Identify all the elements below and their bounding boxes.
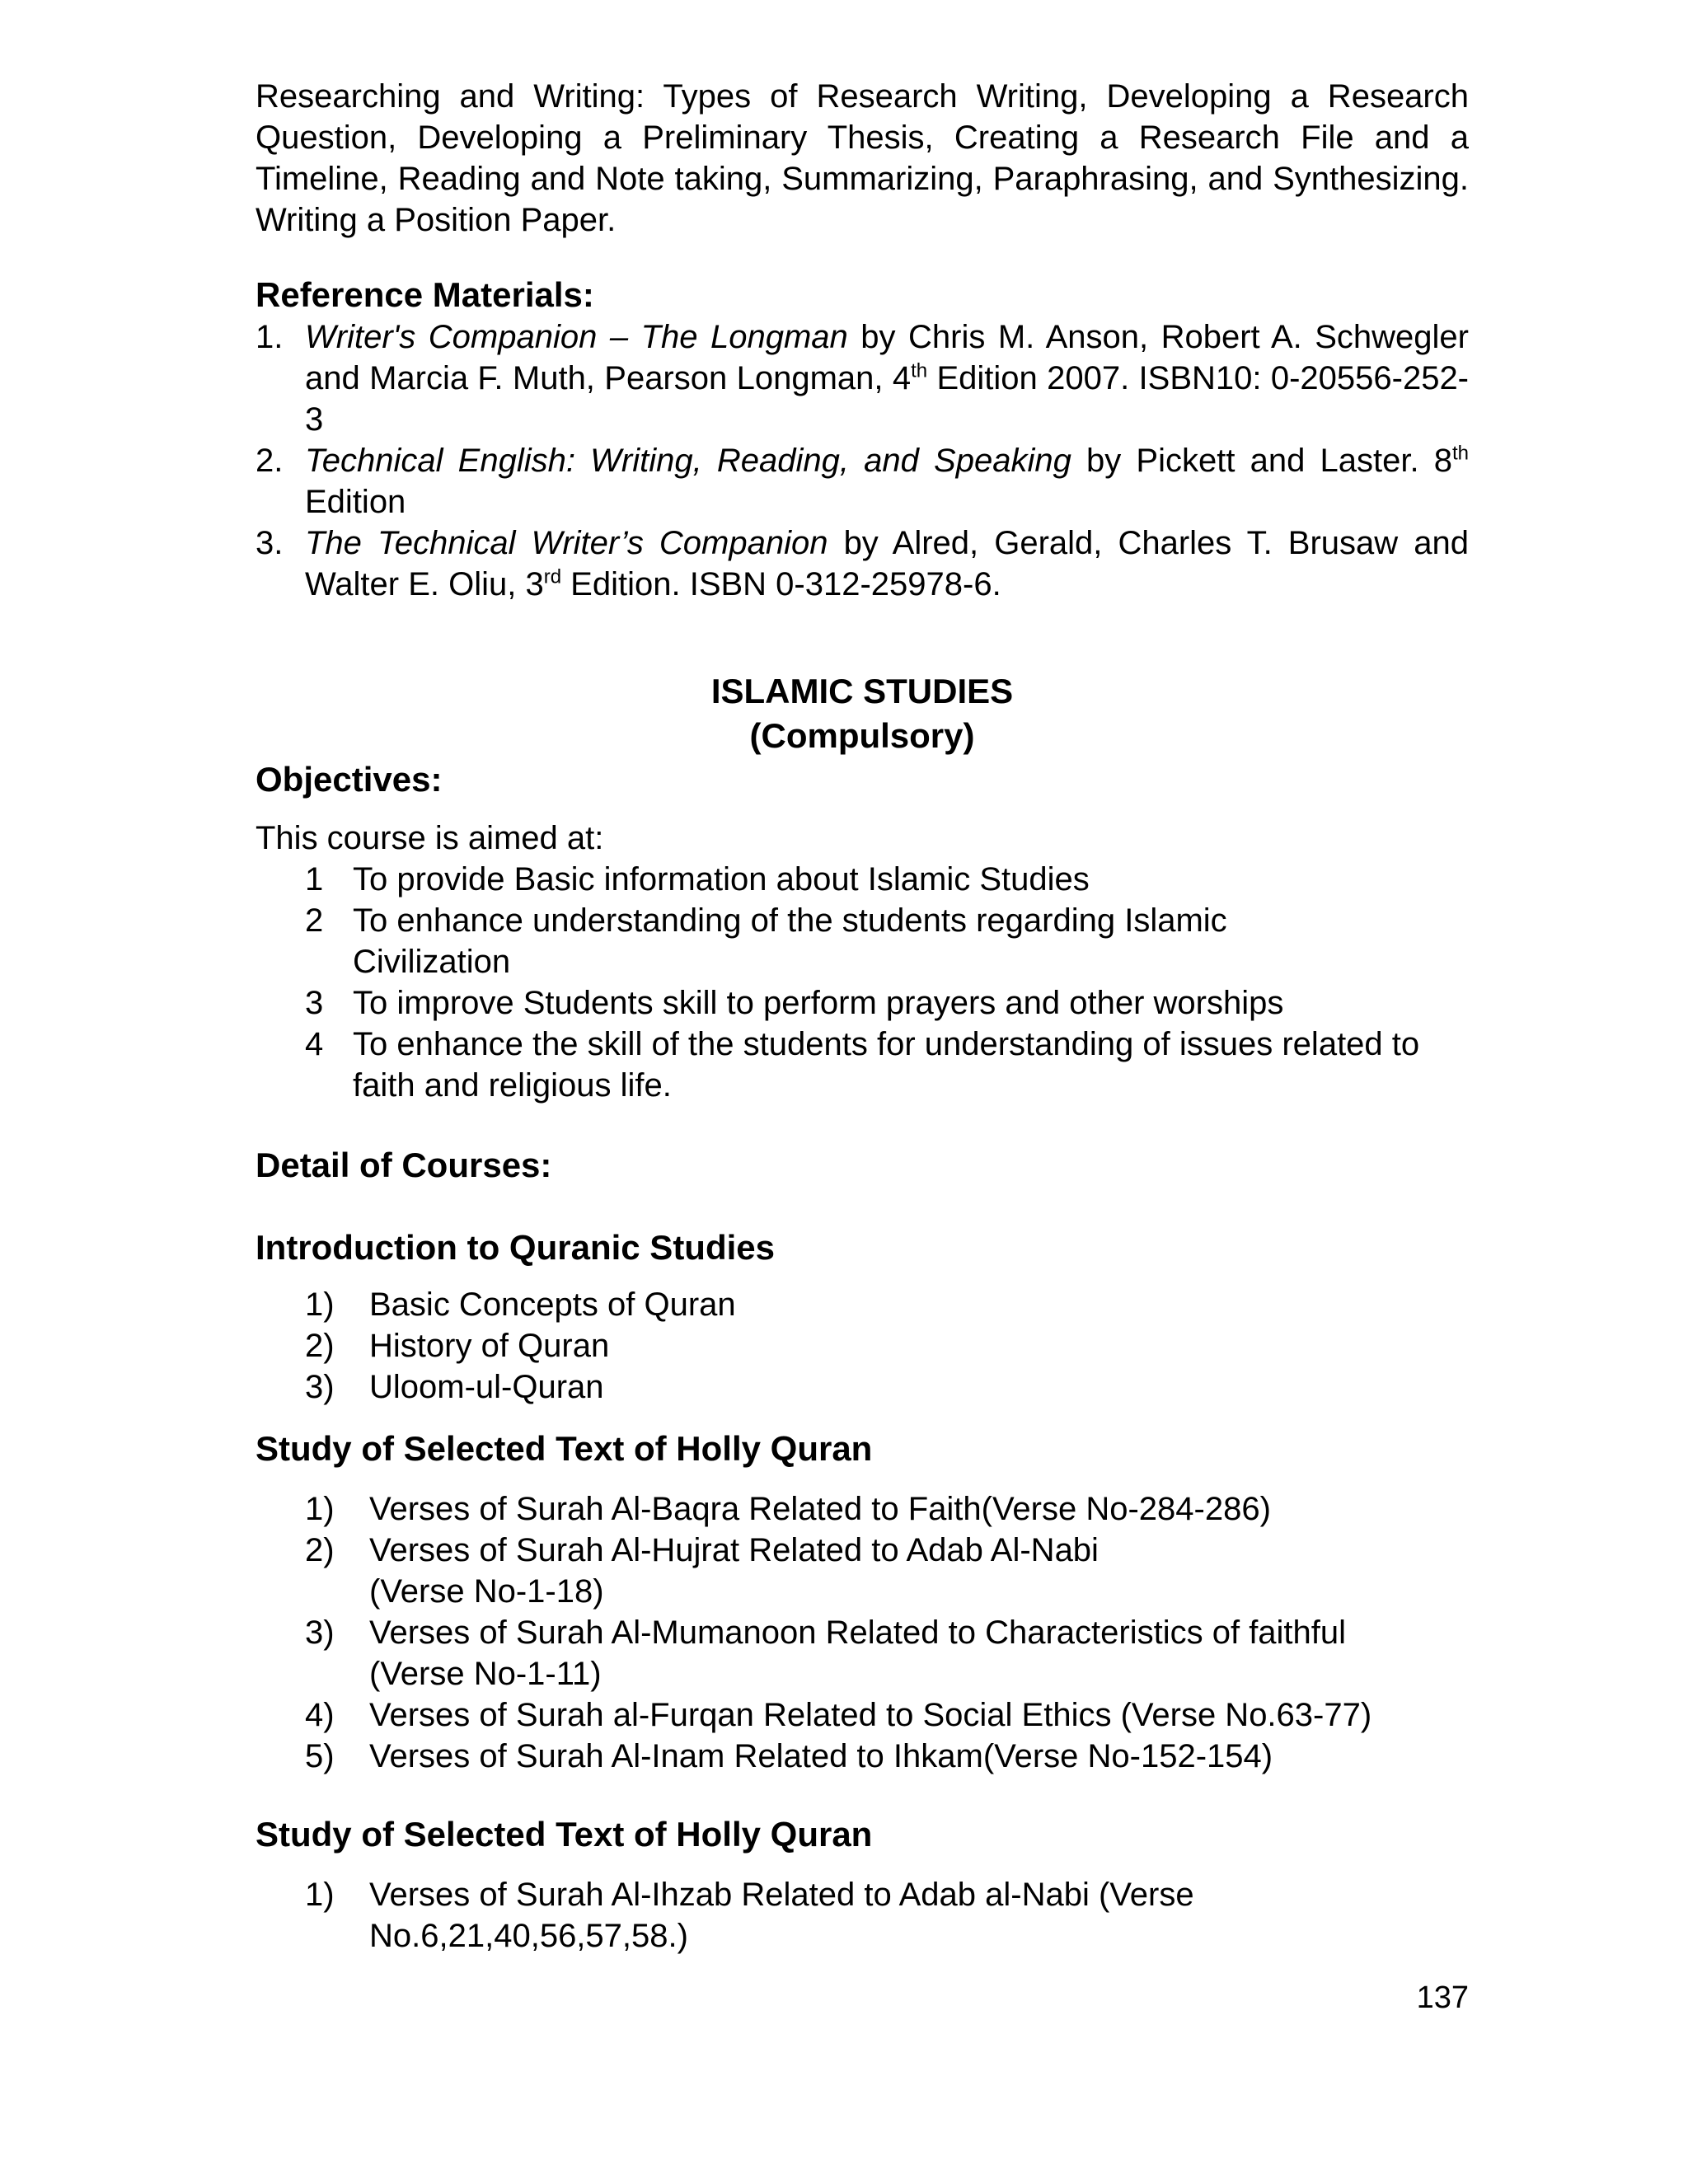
list-item-line: (Verse No-1-18) bbox=[369, 1573, 604, 1610]
objective-text: To provide Basic information about Islamic Studies bbox=[353, 861, 1090, 898]
list-item-text: Verses of Surah Al-Baqra Related to Faith(Verse No-284-286) bbox=[369, 1491, 1271, 1527]
list-item bbox=[256, 1488, 1469, 1530]
list-item-text bbox=[369, 1612, 1469, 1694]
reference-item bbox=[256, 316, 1469, 440]
reference-number: 2. bbox=[256, 443, 284, 479]
reference-ordinal: rd bbox=[543, 565, 562, 588]
intro-paragraph: Researching and Writing: Types of Research Writing, Developing a Research Question, Developing a Preliminary Thesis, Creating a Research File and a Timeline, Reading and Note taking, Summarizing, Paraphrasing, and Synthesizing. Writing a Position Paper. bbox=[256, 78, 1469, 238]
reference-list bbox=[256, 316, 1469, 605]
document-page bbox=[256, 76, 1469, 1957]
reference-text bbox=[305, 316, 1469, 440]
list-item-text: Verses of Surah Al-Inam Related to Ihkam(Verse No-152-154) bbox=[369, 1738, 1273, 1774]
reference-details-end: Edition. ISBN 0-312-25978-6. bbox=[561, 566, 1001, 602]
reference-text bbox=[305, 440, 1469, 523]
list-item-line: Verses of Surah Al-Mumanoon Related to Characteristics of faithful bbox=[369, 1615, 1347, 1651]
objectives-list bbox=[256, 859, 1469, 1106]
objective-number: 3 bbox=[305, 985, 324, 1021]
objective-text: To enhance understanding of the students regarding Islamic Civilization bbox=[353, 902, 1227, 980]
list-item bbox=[256, 1284, 1469, 1325]
reference-title: The Technical Writer’s Companion bbox=[305, 525, 828, 561]
selected-text-heading: Study of Selected Text of Holly Quran bbox=[256, 1429, 873, 1468]
section-subtitle: (Compulsory) bbox=[749, 716, 975, 755]
objective-text: To enhance the skill of the students for understanding of issues related to faith and religious life. bbox=[353, 1026, 1420, 1104]
list-item-number: 5) bbox=[305, 1738, 335, 1774]
list-item bbox=[256, 1530, 1469, 1612]
objective-number: 1 bbox=[305, 861, 324, 898]
reference-heading: Reference Materials: bbox=[256, 275, 594, 314]
intro-quranic-heading: Introduction to Quranic Studies bbox=[256, 1228, 775, 1267]
list-item-text: Uloom-ul-Quran bbox=[369, 1369, 604, 1405]
objective-item bbox=[256, 1024, 1469, 1106]
objectives-intro: This course is aimed at: bbox=[256, 820, 604, 856]
reference-item bbox=[256, 523, 1469, 605]
list-item bbox=[256, 1694, 1469, 1736]
section-title: ISLAMIC STUDIES bbox=[710, 672, 1014, 710]
list-item-number: 3) bbox=[305, 1615, 335, 1651]
list-item-number: 1) bbox=[305, 1286, 335, 1323]
list-item-line: No.6,21,40,56,57,58.) bbox=[369, 1918, 688, 1954]
objective-number: 2 bbox=[305, 902, 324, 939]
list-item bbox=[256, 1736, 1469, 1777]
list-item bbox=[256, 1366, 1469, 1408]
selected-text-heading: Study of Selected Text of Holly Quran bbox=[256, 1815, 873, 1854]
objectives-heading: Objectives: bbox=[256, 760, 443, 799]
objective-item bbox=[256, 859, 1469, 900]
list-item-line: Verses of Surah Al-Hujrat Related to Adab Al-Nabi bbox=[369, 1532, 1099, 1568]
selected-text-list bbox=[256, 1874, 1469, 1957]
list-item-number: 1) bbox=[305, 1877, 335, 1913]
objective-text: To improve Students skill to perform prayers and other worships bbox=[353, 985, 1284, 1021]
objective-number: 4 bbox=[305, 1026, 324, 1062]
detail-heading: Detail of Courses: bbox=[256, 1146, 552, 1184]
reference-item bbox=[256, 440, 1469, 523]
list-item-text: Verses of Surah al-Furqan Related to Social Ethics (Verse No.63-77) bbox=[369, 1697, 1372, 1733]
objective-item bbox=[256, 982, 1469, 1024]
reference-number: 1. bbox=[256, 319, 284, 355]
reference-ordinal: th bbox=[1452, 442, 1470, 465]
list-item-number: 3) bbox=[305, 1369, 335, 1405]
page-number: 137 bbox=[1416, 1980, 1469, 2015]
reference-ordinal: th bbox=[911, 359, 928, 382]
reference-number: 3. bbox=[256, 525, 284, 561]
reference-title: Writer's Companion – The Longman bbox=[305, 319, 848, 355]
selected-text-list bbox=[256, 1488, 1469, 1777]
list-item bbox=[256, 1325, 1469, 1366]
reference-details-end: Edition 2007. ISBN10: 0-20556-252-3 bbox=[305, 360, 1470, 438]
list-item-text bbox=[369, 1530, 1469, 1612]
reference-text bbox=[305, 523, 1469, 605]
list-item-text: Basic Concepts of Quran bbox=[369, 1286, 736, 1323]
list-item-number: 2) bbox=[305, 1328, 335, 1364]
objective-item bbox=[256, 900, 1469, 982]
reference-details: by Pickett and Laster. 8 bbox=[1071, 443, 1452, 479]
list-item bbox=[256, 1874, 1469, 1957]
list-item bbox=[256, 1612, 1469, 1694]
list-item-line: Verses of Surah Al-Ihzab Related to Adab al-Nabi (Verse bbox=[369, 1877, 1194, 1913]
list-item-line: (Verse No-1-11) bbox=[369, 1656, 602, 1692]
list-item-number: 2) bbox=[305, 1532, 335, 1568]
list-item-text: History of Quran bbox=[369, 1328, 610, 1364]
reference-details: by Chris M. Anson, Robert A. Schwegler and Marcia F. Muth, Pearson Longman, 4 bbox=[305, 319, 1469, 396]
list-item-number: 1) bbox=[305, 1491, 335, 1527]
list-item-text bbox=[369, 1874, 1469, 1957]
reference-details-end: Edition bbox=[305, 484, 406, 520]
list-item-number: 4) bbox=[305, 1697, 335, 1733]
reference-title: Technical English: Writing, Reading, and Speaking bbox=[305, 443, 1071, 479]
intro-quranic-list bbox=[256, 1284, 1469, 1408]
reference-details: by Alred, Gerald, Charles T. Brusaw and Walter E. Oliu, 3 bbox=[305, 525, 1469, 602]
